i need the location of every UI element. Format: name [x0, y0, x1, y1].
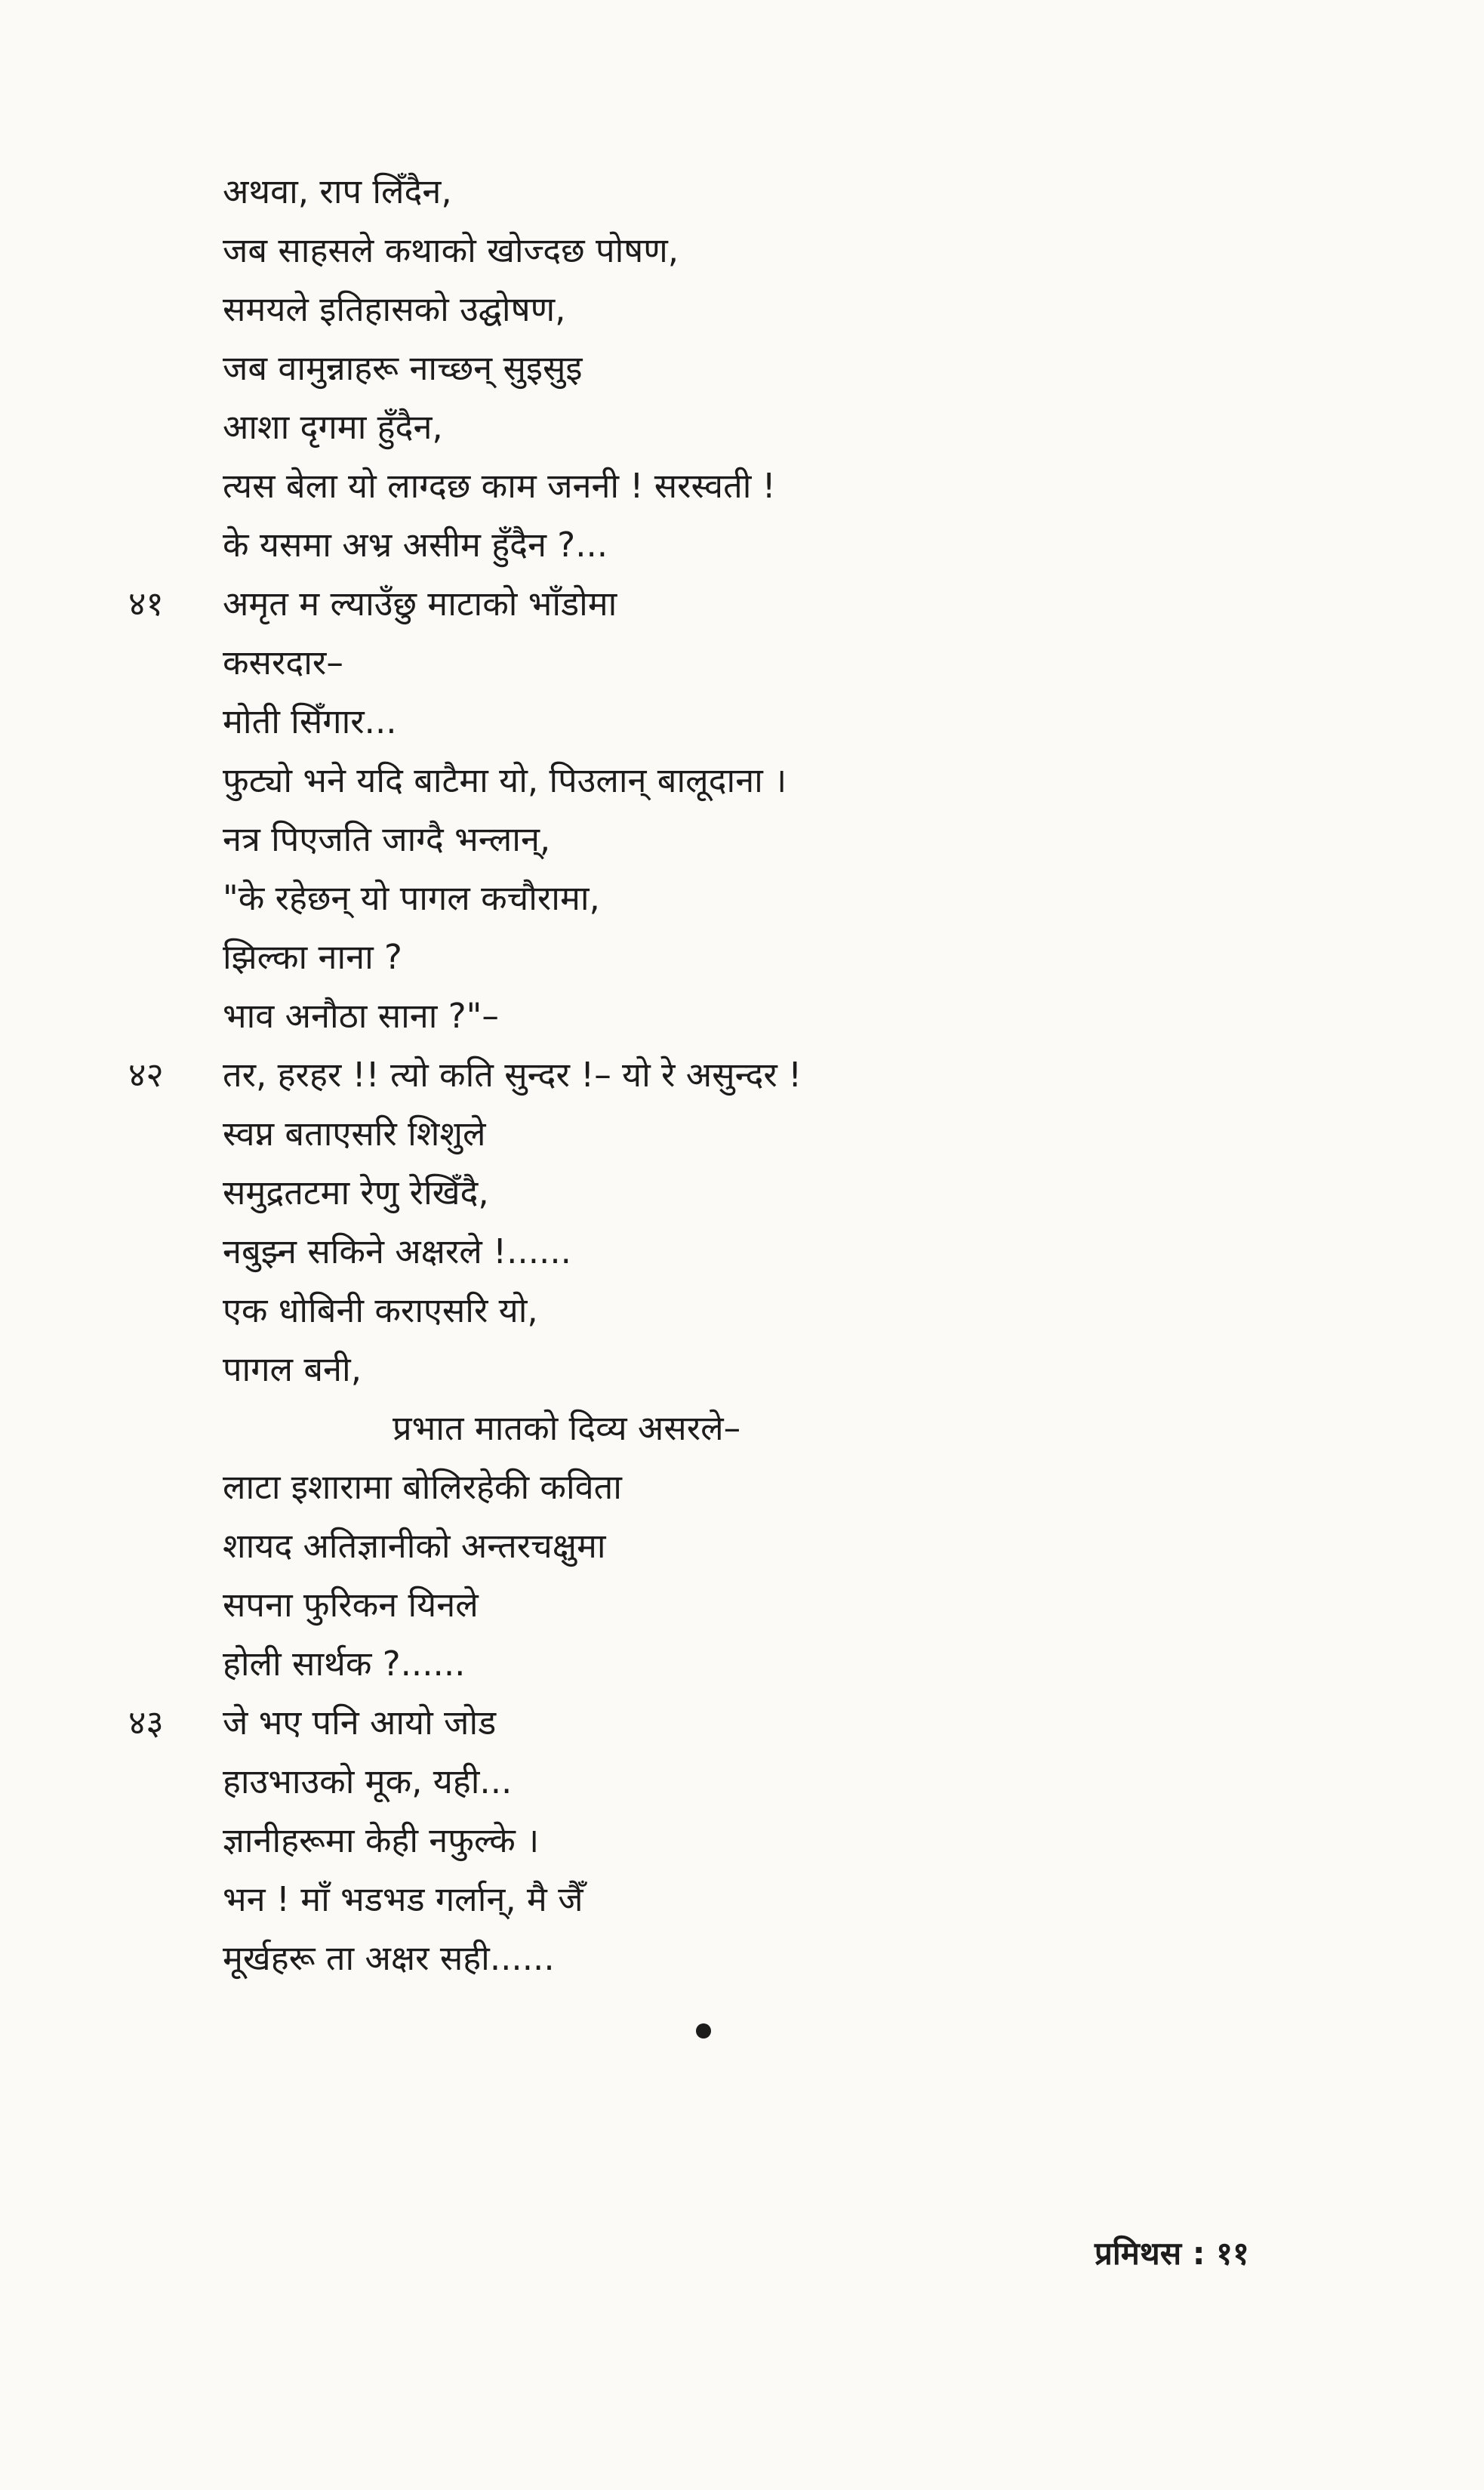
poem-line-text: एक धोबिनी कराएसरि यो, — [223, 1290, 538, 1330]
poem-line-text: अथवा, राप लिँदैन, — [223, 171, 452, 211]
poem-line — [128, 1281, 1336, 1340]
poem-line-text: होली सार्थक ?...... — [223, 1644, 466, 1684]
poem-line-text: शायद अतिज्ञानीको अन्तरचक्षुमा — [223, 1526, 606, 1566]
poem-line-text: नबुझ्न सकिने अक्षरले !...... — [223, 1231, 571, 1271]
poem-line — [128, 869, 1336, 928]
poem-line — [128, 280, 1336, 339]
poem-line — [128, 1576, 1336, 1635]
poem-line-text: ज्ञानीहरूमा केही नफुल्के । — [223, 1820, 540, 1860]
poem-line — [128, 987, 1336, 1046]
poem-line — [128, 1635, 1336, 1693]
verse-number: ४३ — [128, 1703, 164, 1743]
poem-line — [128, 1693, 1336, 1752]
poem-line-text: फुट्यो भने यदि बाटैमा यो, पिउलान् बालूदाना । — [223, 760, 787, 800]
poem-line-text: समयले इतिहासको उद्घोषण, — [223, 289, 566, 329]
poem-line-text: नत्र पिएजति जाग्दै भन्लान्, — [223, 819, 551, 859]
poem-line-text: आशा दृगमा हुँदैन, — [223, 407, 443, 447]
poem-line — [128, 692, 1336, 751]
poem-line-text: समुद्रतटमा रेणु रेखिँदै, — [223, 1173, 489, 1213]
poem-line-text: मोती सिँगार... — [223, 701, 397, 741]
poem-line — [128, 810, 1336, 869]
poem-line — [128, 1163, 1336, 1222]
poem-line — [128, 575, 1336, 633]
poem-line-text: के यसमा अभ्र असीम हुँदैन ?... — [223, 525, 608, 565]
verse-number: ४२ — [128, 1055, 164, 1095]
poem-line-text: त्यस बेला यो लाग्दछ काम जननी ! सरस्वती ! — [223, 466, 776, 506]
poem-line — [128, 457, 1336, 516]
poem-line-text: लाटा इशारामा बोलिरहेकी कविता — [223, 1467, 622, 1507]
poem-line-text: स्वप्न बताएसरि शिशुले — [223, 1114, 486, 1154]
poem-line — [128, 751, 1336, 810]
poem-line — [128, 1517, 1336, 1576]
poem-line — [128, 1046, 1336, 1105]
poem-line — [128, 928, 1336, 987]
poem-line — [128, 221, 1336, 280]
poem-line-text: जब साहसले कथाको खोज्दछ पोषण, — [223, 230, 679, 270]
poem-line — [128, 339, 1336, 398]
poem-line — [128, 1105, 1336, 1163]
poem-line-text: भन ! माँ भडभड गर्लान्, मै जैँ — [223, 1879, 583, 1919]
poem-line-text: जे भए पनि आयो जोड — [223, 1703, 497, 1743]
poem-line-text: झिल्का नाना ? — [223, 937, 402, 977]
poem-line — [128, 516, 1336, 575]
poem-line — [128, 1811, 1336, 1870]
poem-line-text: जब वामुन्नाहरू नाच्छन् सुइसुइ — [223, 348, 583, 388]
poem-line-text: "के रहेछन् यो पागल कचौरामा, — [223, 878, 600, 918]
poem-line-text: अमृत म ल्याउँछु माटाको भाँडोमा — [223, 584, 617, 624]
poem-line-text: प्रभात मातको दिव्य असरले– — [393, 1408, 741, 1448]
poem-line — [128, 1870, 1336, 1929]
poem-line — [128, 633, 1336, 692]
poem-line-text: हाउभाउको मूक, यही... — [223, 1761, 513, 1801]
poem-line — [128, 1929, 1336, 1988]
poem-line — [128, 1222, 1336, 1281]
poem-line-text: कसरदार– — [223, 643, 343, 683]
verse-number: ४१ — [128, 584, 164, 624]
poem-line — [128, 1399, 1336, 1458]
poem-line — [128, 1752, 1336, 1811]
poem-line-text: भाव अनौठा साना ?"– — [223, 996, 499, 1036]
poem-body — [128, 162, 1336, 1988]
poem-line — [128, 398, 1336, 457]
section-end-bullet — [696, 2023, 711, 2039]
poem-line — [128, 1458, 1336, 1517]
poem-line-text: पागल बनी, — [223, 1349, 362, 1389]
page-footer: प्रमिथस : ११ — [1095, 2235, 1249, 2272]
poem-line-text: तर, हरहर !! त्यो कति सुन्दर !– यो रे असुन्दर ! — [223, 1055, 802, 1095]
poem-line — [128, 1340, 1336, 1399]
poem-line-text: सपना फुरिकन यिनले — [223, 1585, 479, 1625]
poem-line-text: मूर्खहरू ता अक्षर सही...... — [223, 1938, 555, 1978]
poem-line — [128, 162, 1336, 221]
